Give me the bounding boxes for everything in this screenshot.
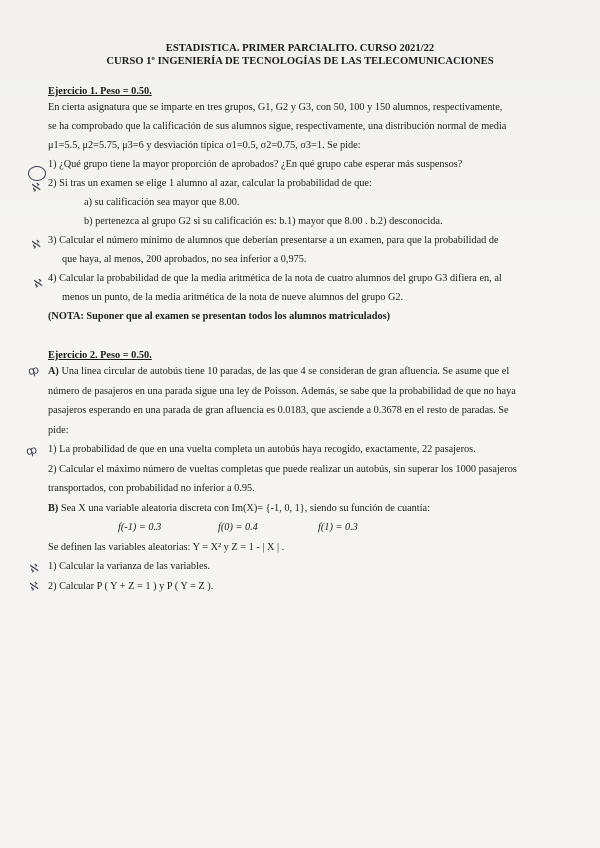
handwritten-circle-mark xyxy=(28,166,46,181)
ex2-part-a-line-4: pide: xyxy=(48,424,69,436)
ex2-part-b-text: Sea X una variable aleatoria discreta con Im(X)= {-1, 0, 1}, siendo su función de cuantía: xyxy=(58,502,430,514)
ex1-intro-line-1: En cierta asignatura que se imparte en tres grupos, G1, G2 y G3, con 50, 100 y 150 alumnos, respectivamente, xyxy=(48,102,503,113)
handwritten-mark-1: ℵ xyxy=(30,180,42,195)
ex2-part-b-label: B) xyxy=(48,502,59,514)
ex1-question-4-line-2: menos un punto, de la media aritmética de la nota de nueve alumnos del grupo G2. xyxy=(62,292,404,303)
header-course: CURSO 1º INGENIERÍA DE TECNOLOGÍAS DE LAS TELECOMUNICACIONES xyxy=(106,56,494,67)
handwritten-mark-7: ℵ xyxy=(28,579,40,594)
ex1-intro-line-2: se ha comprobado que la calificación de sus alumnos sigue, respectivamente, una distribución normal de media xyxy=(48,121,507,132)
ex1-question-3-line-1: 3) Calcular el número mínimo de alumnos que deberían presentarse a un examen, para que la probabilidad de xyxy=(48,235,499,246)
ex1-question-2: 2) Si tras un examen se elige 1 alumno al azar, calcular la probabilidad de que: xyxy=(48,178,372,189)
ex2-part-b-line-1 xyxy=(48,499,558,519)
ex2-part-b-line-2: Se definen las variables aleatorias: Y = X² y Z = 1 - | X | . xyxy=(48,541,285,553)
ex2-part-a-line-1 xyxy=(48,362,558,382)
ex1-note-text: Suponer que al examen se presentan todos los alumnos matriculados) xyxy=(83,311,391,322)
ex1-note xyxy=(48,307,558,326)
ex1-question-2b: b) pertenezca al grupo G2 si su calificación es: b.1) mayor que 8.00 . b.2) desconocida. xyxy=(84,216,443,227)
ex2-a-question-1: 1) La probabilidad de que en una vuelta completa un autobús haya recogido, exactamente, 22 pasajeros. xyxy=(48,444,476,455)
ex1-question-4-line-1: 4) Calcular la probabilidad de que la media aritmética de la nota de cuatro alumnos del grupo G3 difiera en, al xyxy=(48,273,502,284)
exercise-1 xyxy=(48,86,558,326)
ex2-part-a-label: A) xyxy=(48,366,59,377)
f-0: f(0) = 0.4 xyxy=(218,522,258,533)
ex2-b-question-2: 2) Calcular P ( Y + Z = 1 ) y P ( Y = Z ). xyxy=(48,580,214,592)
f-1: f(1) = 0.3 xyxy=(318,522,358,533)
exercise-1-heading: Ejercicio 1. Peso = 0.50. xyxy=(48,86,152,97)
ex1-question-2a: a) su calificación sea mayor que 8.00. xyxy=(84,197,240,208)
exam-header xyxy=(0,42,600,68)
ex2-b-question-1: 1) Calcular la varianza de las variables. xyxy=(48,561,211,572)
handwritten-mark-4: ȹ xyxy=(26,363,41,378)
probability-function xyxy=(48,518,558,538)
header-title: ESTADISTICA. PRIMER PARCIALITO. CURSO 2021/22 xyxy=(165,43,435,54)
ex1-question-1: 1) ¿Qué grupo tiene la mayor proporción de aprobados? ¿En qué grupo cabe esperar más suspensos? xyxy=(48,159,463,170)
handwritten-mark-2: ℵ xyxy=(30,237,42,252)
ex2-part-a-line-2: número de pasajeros en una parada sigue una ley de Poisson. Además, se sabe que la probabilidad de que no haya xyxy=(48,385,516,397)
exercise-2 xyxy=(48,350,558,596)
handwritten-mark-5: ȹ xyxy=(24,443,39,458)
handwritten-mark-3: ℵ xyxy=(32,276,44,291)
ex2-a-question-2-line-2: transportados, con probabilidad no inferior a 0.95. xyxy=(48,483,255,494)
ex2-part-a-line-3: pasajeros esperando en una parada de gran afluencia es 0.0183, que asciende a 0.3678 en el resto de paradas. Se xyxy=(48,405,509,416)
ex1-intro-line-3: μ1=5.5, μ2=5.75, μ3=6 y desviación típica σ1=0.5, σ2=0.75, σ3=1. Se pide: xyxy=(48,140,361,151)
ex1-note-label: (NOTA: xyxy=(48,311,84,322)
handwritten-mark-6: ℵ xyxy=(28,561,40,576)
ex1-question-3-line-2: que haya, al menos, 200 aprobados, no sea inferior a 0,975. xyxy=(62,254,307,265)
ex2-a-question-2-line-1: 2) Calcular el máximo número de vueltas completas que puede realizar un autobús, sin superar los 1000 pasajeros xyxy=(48,463,517,475)
exercise-2-heading: Ejercicio 2. Peso = 0.50. xyxy=(48,350,152,361)
f-minus-1: f(-1) = 0.3 xyxy=(118,522,162,533)
ex2-part-a-text: Una línea circular de autobús tiene 10 paradas, de las que 4 se consideran de gran afluencia. Se asume que el xyxy=(58,366,510,377)
